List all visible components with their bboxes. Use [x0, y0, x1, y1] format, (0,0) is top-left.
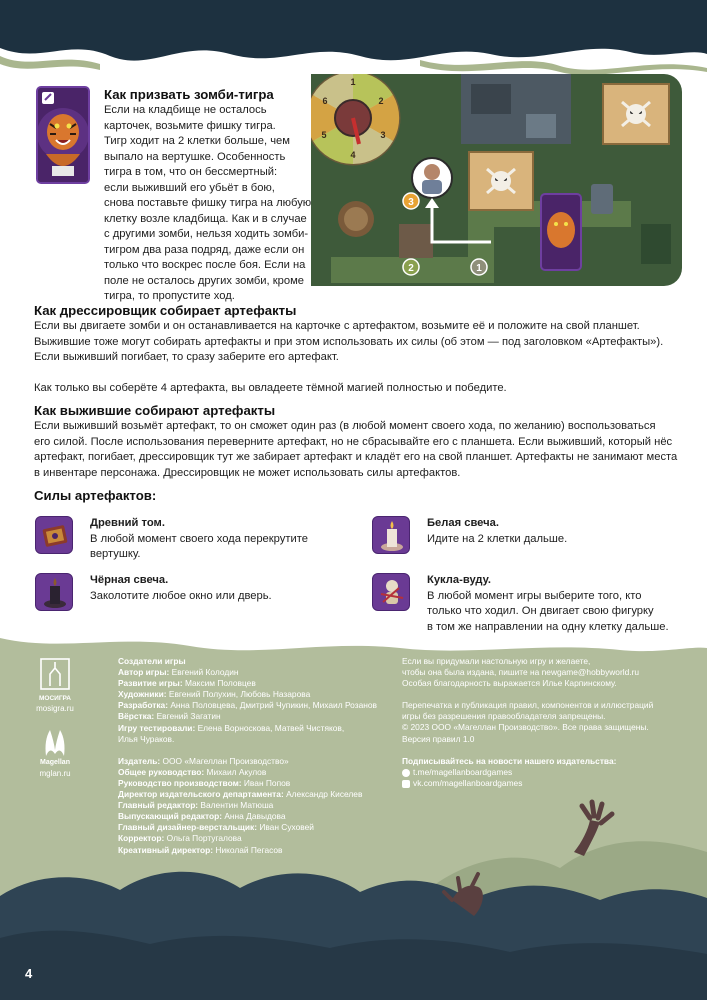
credit-row	[118, 723, 408, 734]
black-candle-name: Чёрная свеча.	[90, 574, 169, 586]
ancient-tome-icon	[35, 516, 73, 554]
skull-tile-2	[487, 169, 515, 193]
tiger-illustration	[38, 88, 88, 182]
vk-icon	[402, 780, 410, 788]
telegram-link[interactable]: t.me/magellanboardgames	[413, 766, 513, 777]
artifact-ancient-tome	[90, 516, 350, 563]
tiger-line-2: карточек, возьмите фишку тигра.	[104, 119, 276, 132]
artifact-black-candle	[90, 573, 350, 604]
page-number: 4	[25, 966, 33, 981]
submit-line-3: Особая благодарность выражается Илье Карпинскому.	[402, 678, 617, 689]
survivors-line-4: в инвентаре персонажа. Дрессировщик не может использовать силы артефактов.	[34, 466, 461, 479]
trainer-title: Как дрессировщик собирает артефакты	[34, 303, 297, 318]
publisher-value: Иван Попов	[243, 777, 291, 788]
trainer-line-2: Выжившие тоже могут собирать артефакты и при этом использовать их силы (об этом — под заголовком «Артефакты»).	[34, 335, 664, 348]
trainer-win-line: Как только вы соберёте 4 артефакта, вы овладеете тёмной магией полностью и победите.	[34, 381, 507, 394]
subscribe-title: Подписывайтесь на новости нашего издательства:	[402, 755, 617, 766]
submit-line-1: Если вы придумали настольную игру и желаете,	[402, 656, 591, 666]
credit-label: Разработка:	[118, 700, 168, 711]
ancient-tome-line-2: вертушку.	[90, 548, 141, 560]
credit-label: Игру тестировали:	[118, 722, 196, 733]
survivors-section	[34, 402, 679, 481]
spinner-wheel	[311, 74, 399, 164]
step-badge-2: 2	[408, 263, 414, 274]
tiger-line-3: Тигр ходит на 2 клетки больше, чем	[104, 135, 290, 147]
telegram-link-row[interactable]	[402, 767, 687, 778]
tiger-line-11: только что воскрес после боя. Если на	[104, 259, 306, 271]
credit-row	[118, 667, 408, 678]
credit-value: Евгений Полухин, Любовь Назарова	[168, 689, 311, 700]
publisher-label: Главный дизайнер-верстальщик:	[118, 822, 257, 833]
publisher-row	[118, 833, 408, 844]
step-badge-1: 1	[476, 263, 482, 274]
publisher-value: Михаил Акулов	[206, 766, 267, 777]
vk-link[interactable]: vk.com/magellanboardgames	[413, 777, 523, 788]
publisher-label: Директор издательского департамента:	[118, 789, 284, 800]
credit-value: Илья Чураков.	[118, 733, 175, 744]
tiger-line-6: если выживший его убьёт в бою,	[104, 181, 275, 194]
copyright-line-4: Версия правил 1.0	[402, 733, 475, 744]
trainer-line-1: Если вы двигаете зомби и он останавливается на карточке с артефактом, возьмите её и положите на свой планшет.	[34, 320, 640, 332]
tiger-line-5: тигра в том, что он бессмертный:	[104, 166, 278, 178]
spinner-number-3: 3	[380, 130, 386, 140]
publisher-value: ООО «Магеллан Производство»	[162, 755, 289, 766]
magellan-logo	[40, 728, 70, 758]
spinner-number-4: 4	[350, 150, 356, 160]
publisher-info-column	[402, 656, 687, 789]
publisher-value: Николай Пегасов	[215, 844, 283, 855]
mosigra-url: mosigra.ru	[36, 704, 74, 713]
telegram-icon	[402, 769, 410, 777]
spinner-number-6: 6	[322, 96, 328, 106]
magellan-name: Magellan	[40, 759, 70, 766]
credit-value: Максим Половцев	[184, 678, 256, 689]
spinner-number-5: 5	[321, 130, 327, 140]
survivors-title: Как выжившие собирают артефакты	[34, 403, 276, 418]
artifact-white-candle	[427, 516, 687, 547]
mosigra-name: МОСИГРА	[39, 695, 71, 702]
artifacts-section	[34, 487, 679, 504]
tiger-line-9: с другими зомби, нельзя ходить зомби-	[104, 228, 309, 240]
artifact-voodoo-doll	[427, 573, 697, 635]
black-candle-line-1: Заколотите любое окно или дверь.	[90, 589, 272, 602]
white-candle-name: Белая свеча.	[427, 517, 499, 529]
credit-row	[118, 689, 408, 700]
publisher-label: Общее руководство:	[118, 766, 205, 777]
publisher-row	[118, 767, 408, 778]
publisher-row	[118, 778, 408, 789]
survivors-line-2: его силой. После использования переверните артефакт, но не сбрасывайте его с планшета. Если выживший, который нёс	[34, 435, 673, 448]
publisher-row	[118, 811, 408, 822]
spinner-number-1: 1	[350, 77, 356, 87]
credit-label: Вёрстка:	[118, 711, 155, 722]
vk-link-row[interactable]	[402, 778, 687, 789]
voodoo-doll-icon	[372, 573, 410, 611]
white-candle-line-1: Идите на 2 клетки дальше.	[427, 532, 568, 545]
board-scene	[311, 74, 682, 286]
credit-label: Художники:	[118, 689, 167, 700]
credit-row	[118, 734, 408, 745]
tiger-line-7: снова поставьте фишку тигра на любую	[104, 197, 312, 209]
ancient-tome-line-1: В любой момент своего хода перекрутите	[90, 532, 308, 545]
spinner-number-2: 2	[378, 96, 384, 106]
publisher-label: Главный редактор:	[118, 800, 199, 811]
publisher-label: Издатель:	[118, 755, 161, 766]
publisher-label: Выпускающий редактор:	[118, 811, 223, 822]
credit-label: Развитие игры:	[118, 678, 183, 689]
publisher-label: Руководство производством:	[118, 777, 242, 788]
publisher-value: Анна Давыдова	[224, 811, 286, 822]
credit-label: Автор игры:	[118, 667, 170, 678]
tiger-line-13: тигра, то пропустите ход.	[104, 290, 235, 302]
voodoo-doll-line-3: в том же направлении на одну клетку дальше.	[427, 620, 669, 633]
credit-value: Елена Ворноскова, Матвей Чистяков,	[197, 722, 345, 733]
credits-title: Создатели игры	[118, 656, 186, 666]
zombie-tiger-title: Как призвать зомби-тигра	[104, 87, 274, 102]
white-candle-icon	[372, 516, 410, 554]
credits-block	[118, 656, 408, 856]
trainer-section	[34, 302, 679, 396]
submit-line-2: чтобы она была издана, пишите на newgame@hobbyworld.ru	[402, 667, 640, 678]
publisher-label: Корректор:	[118, 833, 165, 844]
tiger-line-4: выпало на вертушке. Особенность	[104, 150, 286, 163]
publisher-row	[118, 845, 408, 856]
copyright-line-3: © 2023 ООО «Магеллан Производство». Все права защищены.	[402, 722, 649, 733]
ancient-tome-name: Древний том.	[90, 517, 165, 529]
credit-row	[118, 678, 408, 689]
publisher-value: Валентин Матюша	[200, 800, 274, 811]
publisher-row	[118, 756, 408, 767]
publisher-row	[118, 822, 408, 833]
zombie-tiger-section	[104, 86, 316, 305]
board-illustration	[311, 74, 682, 286]
trainer-line-3: Если выживший погибает, то сразу заберите его артефакт.	[34, 351, 339, 363]
tiger-line-1: Если на кладбище не осталось	[104, 104, 267, 116]
publisher-value: Александр Киселев	[286, 789, 363, 800]
skull-tile-1	[622, 102, 650, 126]
credit-row	[118, 711, 408, 722]
voodoo-doll-line-2: только что ходил. Он двигает свою фигурку	[427, 605, 654, 617]
black-candle-icon	[35, 573, 73, 611]
copyright-line-1: Перепечатка и публикация правил, компонентов и иллюстраций	[402, 700, 654, 711]
mosigra-logo	[40, 658, 70, 694]
credit-value: Евгений Колодин	[171, 667, 239, 678]
publisher-label: Креативный директор:	[118, 844, 214, 855]
step-badge-3: 3	[408, 197, 414, 208]
tiger-line-8: клетку возле кладбища. Как и в случае	[104, 212, 307, 225]
tiger-line-10: тигром два раза подряд, даже если он	[104, 243, 305, 256]
voodoo-doll-name: Кукла-вуду.	[427, 574, 491, 586]
copyright-line-2: игры без разрешения правообладателя запрещены.	[402, 711, 606, 722]
tiger-line-12: поле не осталось других зомби, кроме	[104, 274, 305, 287]
credit-value: Евгений Загатин	[156, 711, 221, 722]
publisher-row	[118, 789, 408, 800]
publisher-value: Иван Суховей	[259, 822, 314, 833]
survivors-line-3: артефакт, погибает, дрессировщик тут же забирает артефакт и кладёт его на свой планшет. Артефакты не занимают места	[34, 451, 678, 463]
credit-value: Анна Половцева, Дмитрий Чупикин, Михаил Розанов	[170, 700, 377, 711]
survivors-line-1: Если выживший возьмёт артефакт, то он сможет один раз (в любой момент своего хода, по желанию) воспользоваться	[34, 420, 656, 432]
footer	[0, 638, 707, 1000]
voodoo-doll-line-1: В любой момент игры выберите того, кто	[427, 589, 642, 602]
magellan-url: mglan.ru	[39, 769, 71, 778]
publisher-row	[118, 800, 408, 811]
zombie-tiger-card	[36, 86, 90, 184]
credit-row	[118, 700, 408, 711]
artifacts-title: Силы артефактов:	[34, 488, 157, 503]
publisher-value: Ольга Португалова	[166, 833, 242, 844]
